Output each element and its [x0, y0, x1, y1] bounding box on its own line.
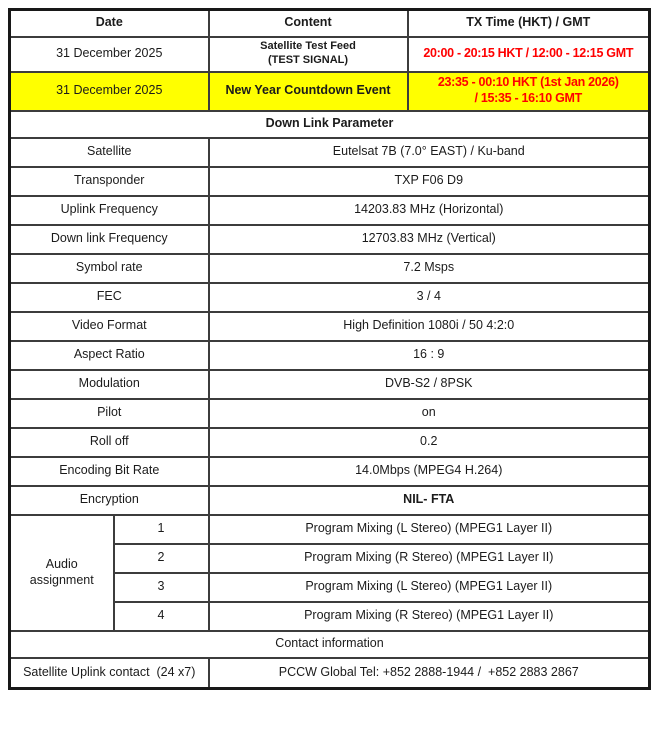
audio-channel-2-desc: Program Mixing (R Stereo) (MPEG1 Layer II): [209, 544, 650, 573]
param-row-aspect-ratio: [10, 341, 650, 370]
param-row-uplink-frequency: [10, 196, 650, 225]
downlink-section-row: [10, 111, 650, 138]
countdown-event-row: [10, 72, 650, 111]
param-value-downlink-frequency: 12703.83 MHz (Vertical): [209, 225, 650, 254]
audio-channel-4-desc: Program Mixing (R Stereo) (MPEG1 Layer II): [209, 602, 650, 631]
uplink-contact-row: [10, 658, 650, 689]
param-row-pilot: [10, 399, 650, 428]
param-row-downlink-frequency: [10, 225, 650, 254]
audio-channel-2-num: 2: [114, 544, 209, 573]
countdown-event-date: 31 December 2025: [10, 72, 209, 111]
param-row-fec: [10, 283, 650, 312]
param-label-encoding-bit-rate: Encoding Bit Rate: [10, 457, 209, 486]
param-label-symbol-rate: Symbol rate: [10, 254, 209, 283]
column-header-tx-time: TX Time (HKT) / GMT: [408, 10, 650, 37]
audio-assignment-label: Audio assignment: [10, 515, 114, 631]
contact-section-title: Contact information: [10, 631, 650, 658]
countdown-event-time-line2: / 15:35 - 16:10 GMT: [474, 91, 583, 105]
param-row-satellite: [10, 138, 650, 167]
downlink-section-title: Down Link Parameter: [10, 111, 650, 138]
param-value-satellite: Eutelsat 7B (7.0° EAST) / Ku-band: [209, 138, 650, 167]
param-row-transponder: [10, 167, 650, 196]
param-row-encryption: [10, 486, 650, 515]
audio-channel-1-num: 1: [114, 515, 209, 544]
table-header-row: [10, 10, 650, 37]
param-row-encoding-bit-rate: [10, 457, 650, 486]
test-feed-content-line2: (TEST SIGNAL): [267, 54, 349, 66]
param-value-fec: 3 / 4: [209, 283, 650, 312]
param-value-pilot: on: [209, 399, 650, 428]
param-label-fec: FEC: [10, 283, 209, 312]
param-value-aspect-ratio: 16 : 9: [209, 341, 650, 370]
param-row-video-format: [10, 312, 650, 341]
param-label-transponder: Transponder: [10, 167, 209, 196]
param-label-video-format: Video Format: [10, 312, 209, 341]
param-label-aspect-ratio: Aspect Ratio: [10, 341, 209, 370]
param-value-encoding-bit-rate: 14.0Mbps (MPEG4 H.264): [209, 457, 650, 486]
param-label-satellite: Satellite: [10, 138, 209, 167]
audio-channel-3-desc: Program Mixing (L Stereo) (MPEG1 Layer II): [209, 573, 650, 602]
column-header-content: Content: [209, 10, 408, 37]
satellite-transmission-table: [8, 8, 651, 690]
test-feed-content-line1: Satellite Test Feed: [260, 40, 356, 53]
param-value-symbol-rate: 7.2 Msps: [209, 254, 650, 283]
column-header-date: Date: [10, 10, 209, 37]
countdown-event-time: [408, 72, 650, 111]
audio-channel-4-num: 4: [114, 602, 209, 631]
param-value-video-format: High Definition 1080i / 50 4:2:0: [209, 312, 650, 341]
param-label-downlink-frequency: Down link Frequency: [10, 225, 209, 254]
param-label-encryption: Encryption: [10, 486, 209, 515]
param-row-modulation: [10, 370, 650, 399]
param-value-modulation: DVB-S2 / 8PSK: [209, 370, 650, 399]
audio-channel-3-num: 3: [114, 573, 209, 602]
audio-row-1: [10, 515, 650, 544]
uplink-contact-label: Satellite Uplink contact (24 x7): [10, 658, 209, 689]
param-value-transponder: TXP F06 D9: [209, 167, 650, 196]
uplink-contact-value: PCCW Global Tel: +852 2888-1944 / +852 2883 2867: [209, 658, 650, 689]
audio-channel-1-desc: Program Mixing (L Stereo) (MPEG1 Layer II): [209, 515, 650, 544]
param-label-modulation: Modulation: [10, 370, 209, 399]
test-feed-date: 31 December 2025: [10, 37, 209, 72]
test-feed-time: 20:00 - 20:15 HKT / 12:00 - 12:15 GMT: [408, 37, 650, 72]
test-feed-content: [209, 37, 408, 72]
param-row-roll-off: [10, 428, 650, 457]
param-label-uplink-frequency: Uplink Frequency: [10, 196, 209, 225]
countdown-event-time-line1: 23:35 - 00:10 HKT (1st Jan 2026): [437, 75, 619, 90]
countdown-event-content: New Year Countdown Event: [209, 72, 408, 111]
param-label-roll-off: Roll off: [10, 428, 209, 457]
param-row-symbol-rate: [10, 254, 650, 283]
param-value-roll-off: 0.2: [209, 428, 650, 457]
param-value-uplink-frequency: 14203.83 MHz (Horizontal): [209, 196, 650, 225]
test-feed-row: [10, 37, 650, 72]
param-value-encryption: NIL- FTA: [209, 486, 650, 515]
contact-section-row: [10, 631, 650, 658]
param-label-pilot: Pilot: [10, 399, 209, 428]
